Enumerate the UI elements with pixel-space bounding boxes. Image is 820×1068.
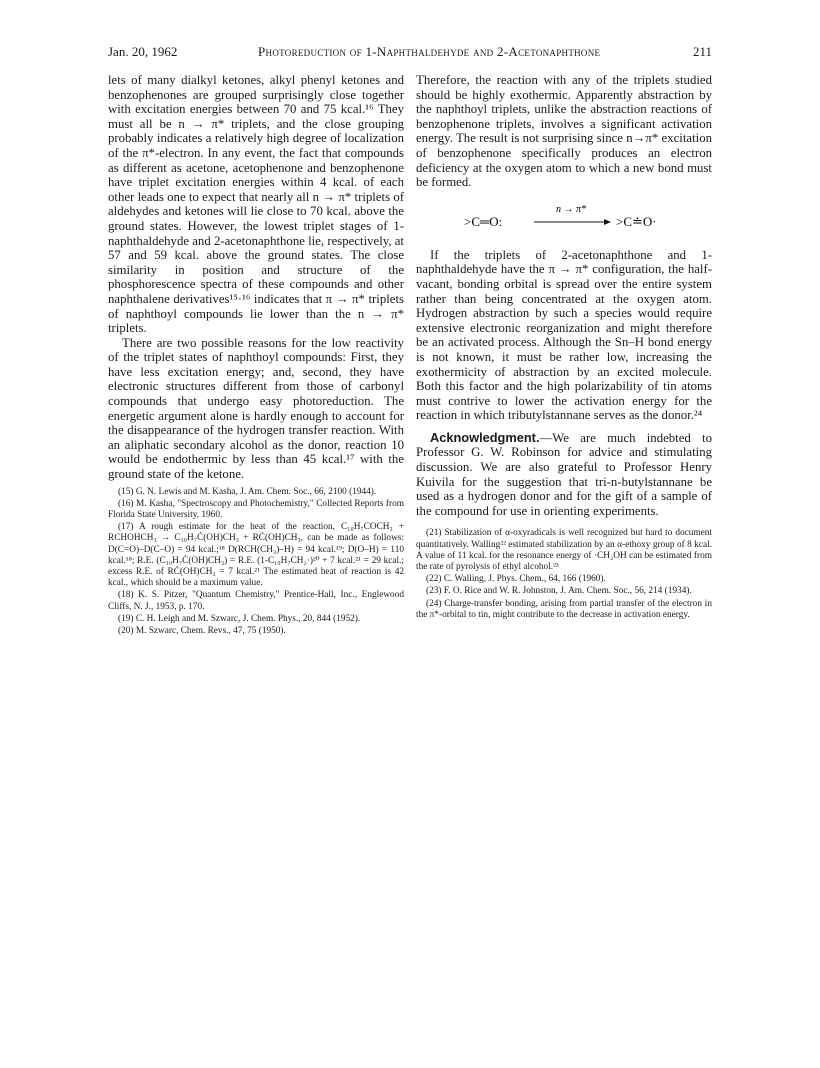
page-number: 211 [692, 44, 712, 59]
equation-graphic [444, 200, 684, 234]
header-date: Jan. 20, 1962 [108, 44, 178, 59]
footnotes-right [416, 528, 712, 621]
footnote: (16) M. Kasha, "Spectroscopy and Photochemistry," Collected Reports from Florida State University, 1960. [108, 498, 404, 521]
footnote: (23) F. O. Rice and W. R. Johnston, J. Am. Chem. Soc., 56, 214 (1934). [426, 586, 692, 597]
right-column [416, 73, 712, 622]
footnote: (17) A rough estimate for the heat of the reaction, C₁₀H₇COCH₃ + RCHOHCH₃ → C₁₀H₇Ċ(OH)CH₃ + RĊ(OH)CH₃, can be made as follows: D(C=O)–D(C–O) = 94 kcal.;¹⁸ D(RCH(CH₃)–H) = 94 kcal.¹⁹; D(O–H) = 110 kcal.¹⁸; R.E. (C₁₀H₇Ċ(OH)CH₃) = R.E. (1-C₁₀H₇CH₂·)²⁰ + 7 kcal.²¹ = 29 kcal.; excess R.E. of RĊ(OH)CH₃ = 7 kcal.²¹ The estimated heat of reaction is 42 kcal., which should be a maximum value. [108, 522, 404, 589]
ack-text: —We are much indebted to Professor G. W. Robinson for advice and stimulating discussion. We are also grateful to Professor Henry Kuivila for the suggestion that tri-n-butylstannane be used as a hydrogen donor and for the gift of a sample of the compound for use in orienting experiments. [416, 430, 712, 518]
footnote: (22) C. Walling, J. Phys. Chem., 64, 166 (1960). [426, 574, 606, 585]
left-column [108, 73, 404, 638]
body-paragraph: lets of many dialkyl ketones, alkyl phenyl ketones and benzophenones are grouped surprisingly close together with excitation energies between 70 and 75 kcal.¹⁶ They must all be n → π* triplets, and the close grouping probably indicates a relatively high degree of localization of the π*-electron. In any event, the fact that compounds as different as acetone, acetophenone and benzophenone have triplet excitation energies within 4 kcal. of each other leads one to expect that nearly all n → π* triplets of aldehydes and ketones will lie close to 70 kcal. above the ground states. However, the lowest triplet stages of 1-naphthaldehyde and 2-acetonaphthone lie, respectively, at 57 and 59 kcal. above the ground states. The close similarity in position and structure of the phosphorescence spectra of these compounds and other naphthalene derivatives¹⁵·¹⁶ indicates that π → π* triplets of naphthoyl compounds lie lower than the n → π* triplets. [108, 73, 404, 336]
body-paragraph: There are two possible reasons for the low reactivity of the triplet states of naphthoyl compounds: First, they have less excitation energy; and, second, they have electronic structures different from those of carbonyl compounds that undergo easy photoreduction. The energetic argument alone is hardly enough to account for the disappearance of the hydrogen transfer reaction. With an aliphatic secondary alcohol as the donor, reaction 10 would be endothermic by less than 45 kcal.¹⁷ with the ground state of the ketone. [108, 335, 404, 482]
running-title: Photoreduction of 1-Naphthaldehyde and 2-Acetonaphthone [258, 44, 601, 59]
acknowledgment [416, 431, 712, 519]
excitation-equation [416, 200, 712, 234]
footnote: (15) G. N. Lewis and M. Kasha, J. Am. Chem. Soc., 66, 2100 (1944). [118, 486, 377, 497]
page-header [108, 44, 712, 64]
footnote: (20) M. Szwarc, Chem. Revs., 47, 75 (1950). [118, 626, 286, 637]
reaction-arrowhead [604, 219, 611, 225]
equation-left: >C═O: [464, 213, 503, 229]
equation-arrow-label: n → π* [556, 203, 587, 215]
body-paragraph: Therefore, the reaction with any of the triplets studied should be highly exothermic. Apparently abstraction by the naphthoyl triplets, unlike the abstraction reactions of benzophenone triplets, involves a significant activation energy. The result is not surprising since n→π* excitation of benzophenone specifically produces an electron deficiency at the oxygen atom to which a new bond must be formed. [416, 73, 712, 190]
body-paragraph: If the triplets of 2-acetonaphthone and 1-naphthaldehyde have the π → π* configuration, the half-vacant, bonding orbital is spread over the entire system rather than being concentrated at the oxygen atom. Hydrogen abstraction by such a species would require extensive electronic reorganization and might therefore be an activated process. Although the Sn–H bond energy is not known, it must be rather low, increasing the exothermicity of abstraction by an excited molecule. Both this factor and the high polarizability of tin atoms must contrive to lower the activation energy for the reaction in which tributylstannane serves as the donor.²⁴ [416, 247, 712, 423]
ack-heading: Acknowledgment. [430, 429, 540, 445]
equation-right: >C≐O· [616, 213, 657, 229]
footnote: (18) K. S. Pitzer, "Quantum Chemistry," Prentice-Hall, Inc., Englewood Cliffs, N. J., 1953, p. 170. [108, 590, 404, 612]
footnote: (24) Charge-transfer bonding, arising from partial transfer of the electron in the π*-orbital to tin, might contribute to the decrease in activation energy. [416, 598, 712, 620]
footnotes-left [108, 487, 404, 638]
footnote: (19) C. H. Leigh and M. Szwarc, J. Chem. Phys., 20, 844 (1952). [118, 613, 361, 624]
footnote: (21) Stabilization of α-oxyradicals is well recognized but hard to document quantitatively. Walling²² estimated stabilization by an α-ethoxy group of 8 kcal. A value of 11 kcal. for the resonance energy of ·CH₂OH can be estimated from the rate of pyrolysis of ethyl alcohol.²³ [416, 528, 712, 573]
